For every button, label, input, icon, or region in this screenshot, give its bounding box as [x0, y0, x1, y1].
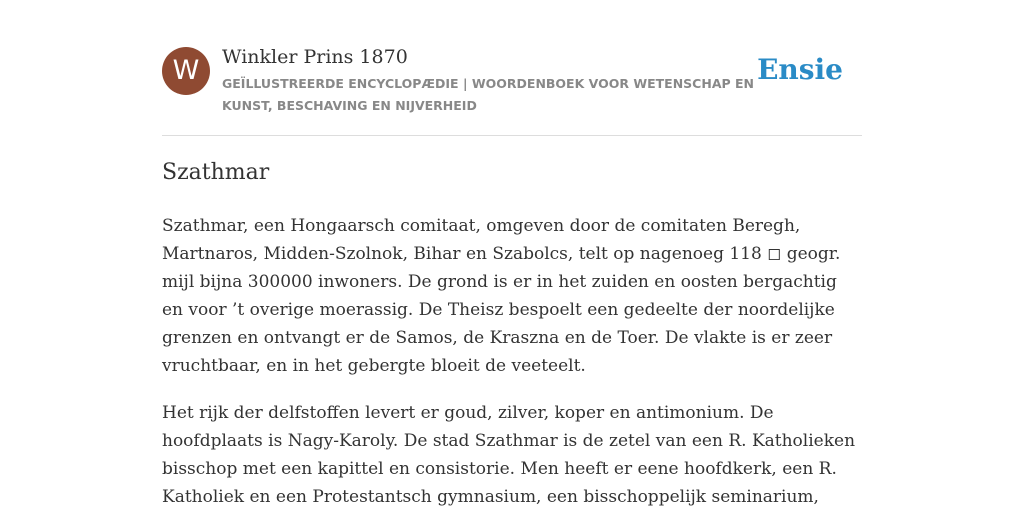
article-body [162, 212, 862, 512]
ensie-logo[interactable]: Ensie [757, 53, 843, 86]
source-title[interactable]: Winkler Prins 1870 [222, 46, 408, 68]
article-paragraph: Het rijk der delfstoffen levert er goud, zilver, koper en antimonium. De hoofdplaats is Nagy-Karoly. De stad Szathmar is de zetel van een R. Katholieken bisschop met een kapittel en consistorie. Men heeft er eene hoofdkerk, een R. Katholiek en een Protestantsch gymnasium, een bisschoppelijk seminarium, [162, 403, 856, 507]
article-title: Szathmar [162, 160, 270, 185]
article-paragraph: Szathmar, een Hongaarsch comitaat, omgeven door de comitaten Beregh, Martnaros, Midden-Szolnok, Bihar en Szabolcs, telt op nagenoeg 118 ◻ geogr. mijl bijna 300000 inwoners. De grond is er in het zuiden en oosten bergachtig en voor ’t overige moerassig. De Theisz bespoelt een gedeelte der noordelijke grenzen en ontvangt er de Samos, de Kraszna en de Toer. De vlakte is er zeer vruchtbaar, en in het gebergte bloeit de veeteelt. [162, 216, 841, 376]
source-subtitle: GEÏLLUSTREERDE ENCYCLOPÆDIE | WOORDENBOEK VOOR WETENSCHAP EN KUNST, BESCHAVING EN NIJVERHEID [222, 76, 755, 113]
avatar[interactable]: W [162, 47, 210, 95]
source-header [162, 45, 862, 136]
